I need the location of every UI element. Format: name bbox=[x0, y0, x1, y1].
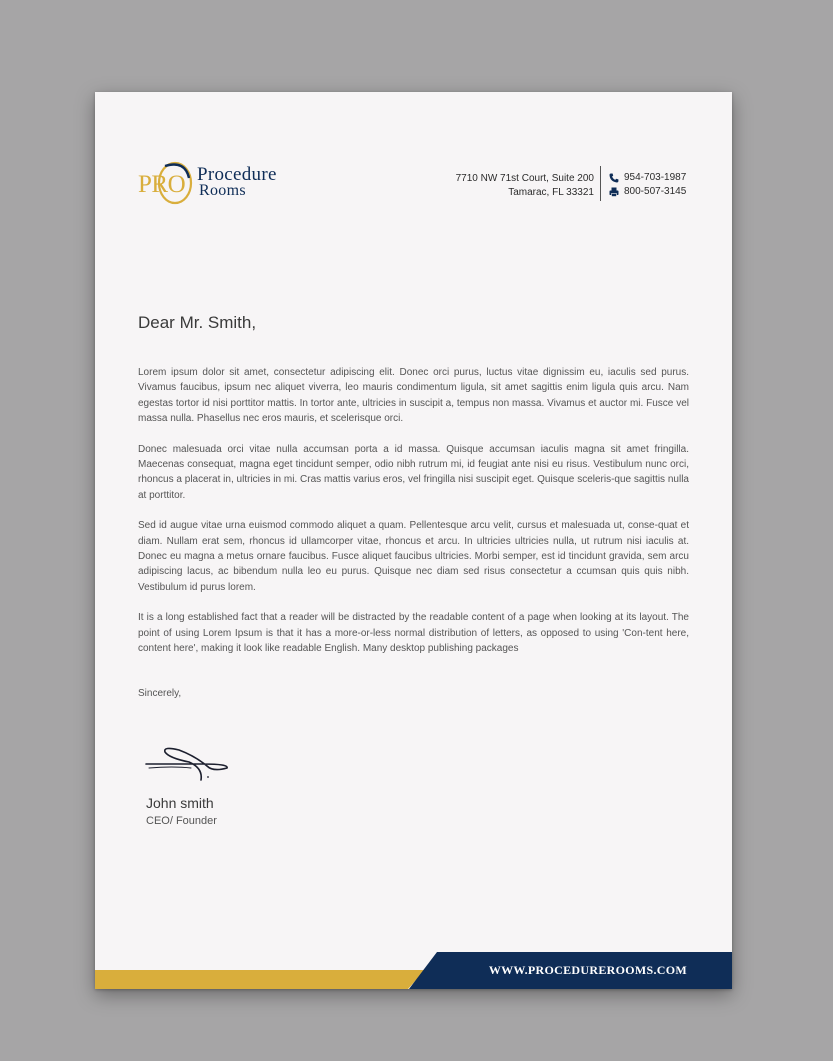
phone-icon bbox=[609, 173, 619, 183]
handwritten-signature bbox=[143, 744, 233, 789]
letter-closing: Sincerely, bbox=[138, 688, 182, 699]
body-paragraph-4: It is a long established fact that a reader will be distracted by the readable content of a page when looking at its layout. The point of using Lorem Ipsum is that it has a more-or-less normal distribution of letters, as opposed to using 'Con-tent here, content here', making it look like readable English. Many desktop publishing packages bbox=[138, 612, 689, 655]
signer-name: John smith bbox=[146, 795, 214, 811]
body-paragraph-1: Lorem ipsum dolor sit amet, consectetur adipiscing elit. Donec orci purus, luctus vitae dignissim eu, iaculis sed purus. Vivamus faucibus, ipsum nec aliquet viverra, leo mauris condimentum ligula, sit amet sagittis enim ligula quis arcu. Nam egestas tortor id nisi porttitor mattis. In tortor ante, ultricies in suscipit a, tempus non massa. Vivamus et auctor mi. Fusce vel massa nulla. Phasellus nec eros mauris, et scelerisque orci. bbox=[138, 367, 689, 425]
logo-pro-text: PRO bbox=[138, 171, 186, 198]
contact-numbers bbox=[609, 171, 686, 199]
signer-title: CEO/ Founder bbox=[146, 815, 217, 827]
address-line-2: Tamarac, FL 33321 bbox=[508, 187, 594, 198]
letter-greeting: Dear Mr. Smith, bbox=[138, 313, 257, 332]
website-url: WWW.PROCEDUREROOMS.COM bbox=[488, 963, 687, 977]
fax-icon bbox=[609, 187, 619, 197]
logo-rooms-text: Rooms bbox=[199, 182, 246, 199]
contact-divider bbox=[600, 166, 601, 201]
company-logo bbox=[138, 158, 313, 208]
body-paragraph-2: Donec malesuada orci vitae nulla accumsan porta a id massa. Quisque accumsan iaculis magna sit amet fringilla. Maecenas consequat, magna eget tincidunt semper, odio nibh rutrum mi, id feugiat ante nisi eu risus. Vestibulum nunc orci, rhoncus a placerat in, ultricies in mi. Cras mattis varius eros, vel fringilla nisi suscipit eget. Quisque sceleris-que sagittis nulla at porttitor. bbox=[138, 443, 689, 501]
logo-procedure-text: Procedure bbox=[197, 164, 277, 185]
fax-number: 800-507-3145 bbox=[624, 186, 687, 197]
body-paragraph-3: Sed id augue vitae urna euismod commodo aliquet a quam. Pellentesque arcu velit, cursus et malesuada ut, conse-quat et diam. Nullam erat sem, rhoncus id ullamcorper vitae, rhoncus et arcu. In ultricies ultricies nulla, ut rutrum nisi iaculis at. Donec eu magna a metus ornare faucibus. Fusce aliquet faucibus ultricies. Morbi semper, est id tincidunt gravida, sem arcu adipiscing lacus, ac bibendum nulla leo eu purus. Quisque nec diam sed risus consectetur a ccumsan quis quis nibh. Vestibulum id purus lorem. bbox=[138, 520, 689, 593]
fax-row bbox=[609, 185, 686, 199]
company-address bbox=[456, 172, 594, 200]
footer-band bbox=[95, 949, 732, 989]
address-line-1: 7710 NW 71st Court, Suite 200 bbox=[455, 173, 594, 184]
letter-body bbox=[138, 365, 689, 672]
phone-number: 954-703-1987 bbox=[624, 172, 687, 183]
phone-row bbox=[609, 171, 686, 185]
letterhead-page bbox=[95, 92, 732, 989]
footer-gold-stripe bbox=[95, 970, 425, 989]
